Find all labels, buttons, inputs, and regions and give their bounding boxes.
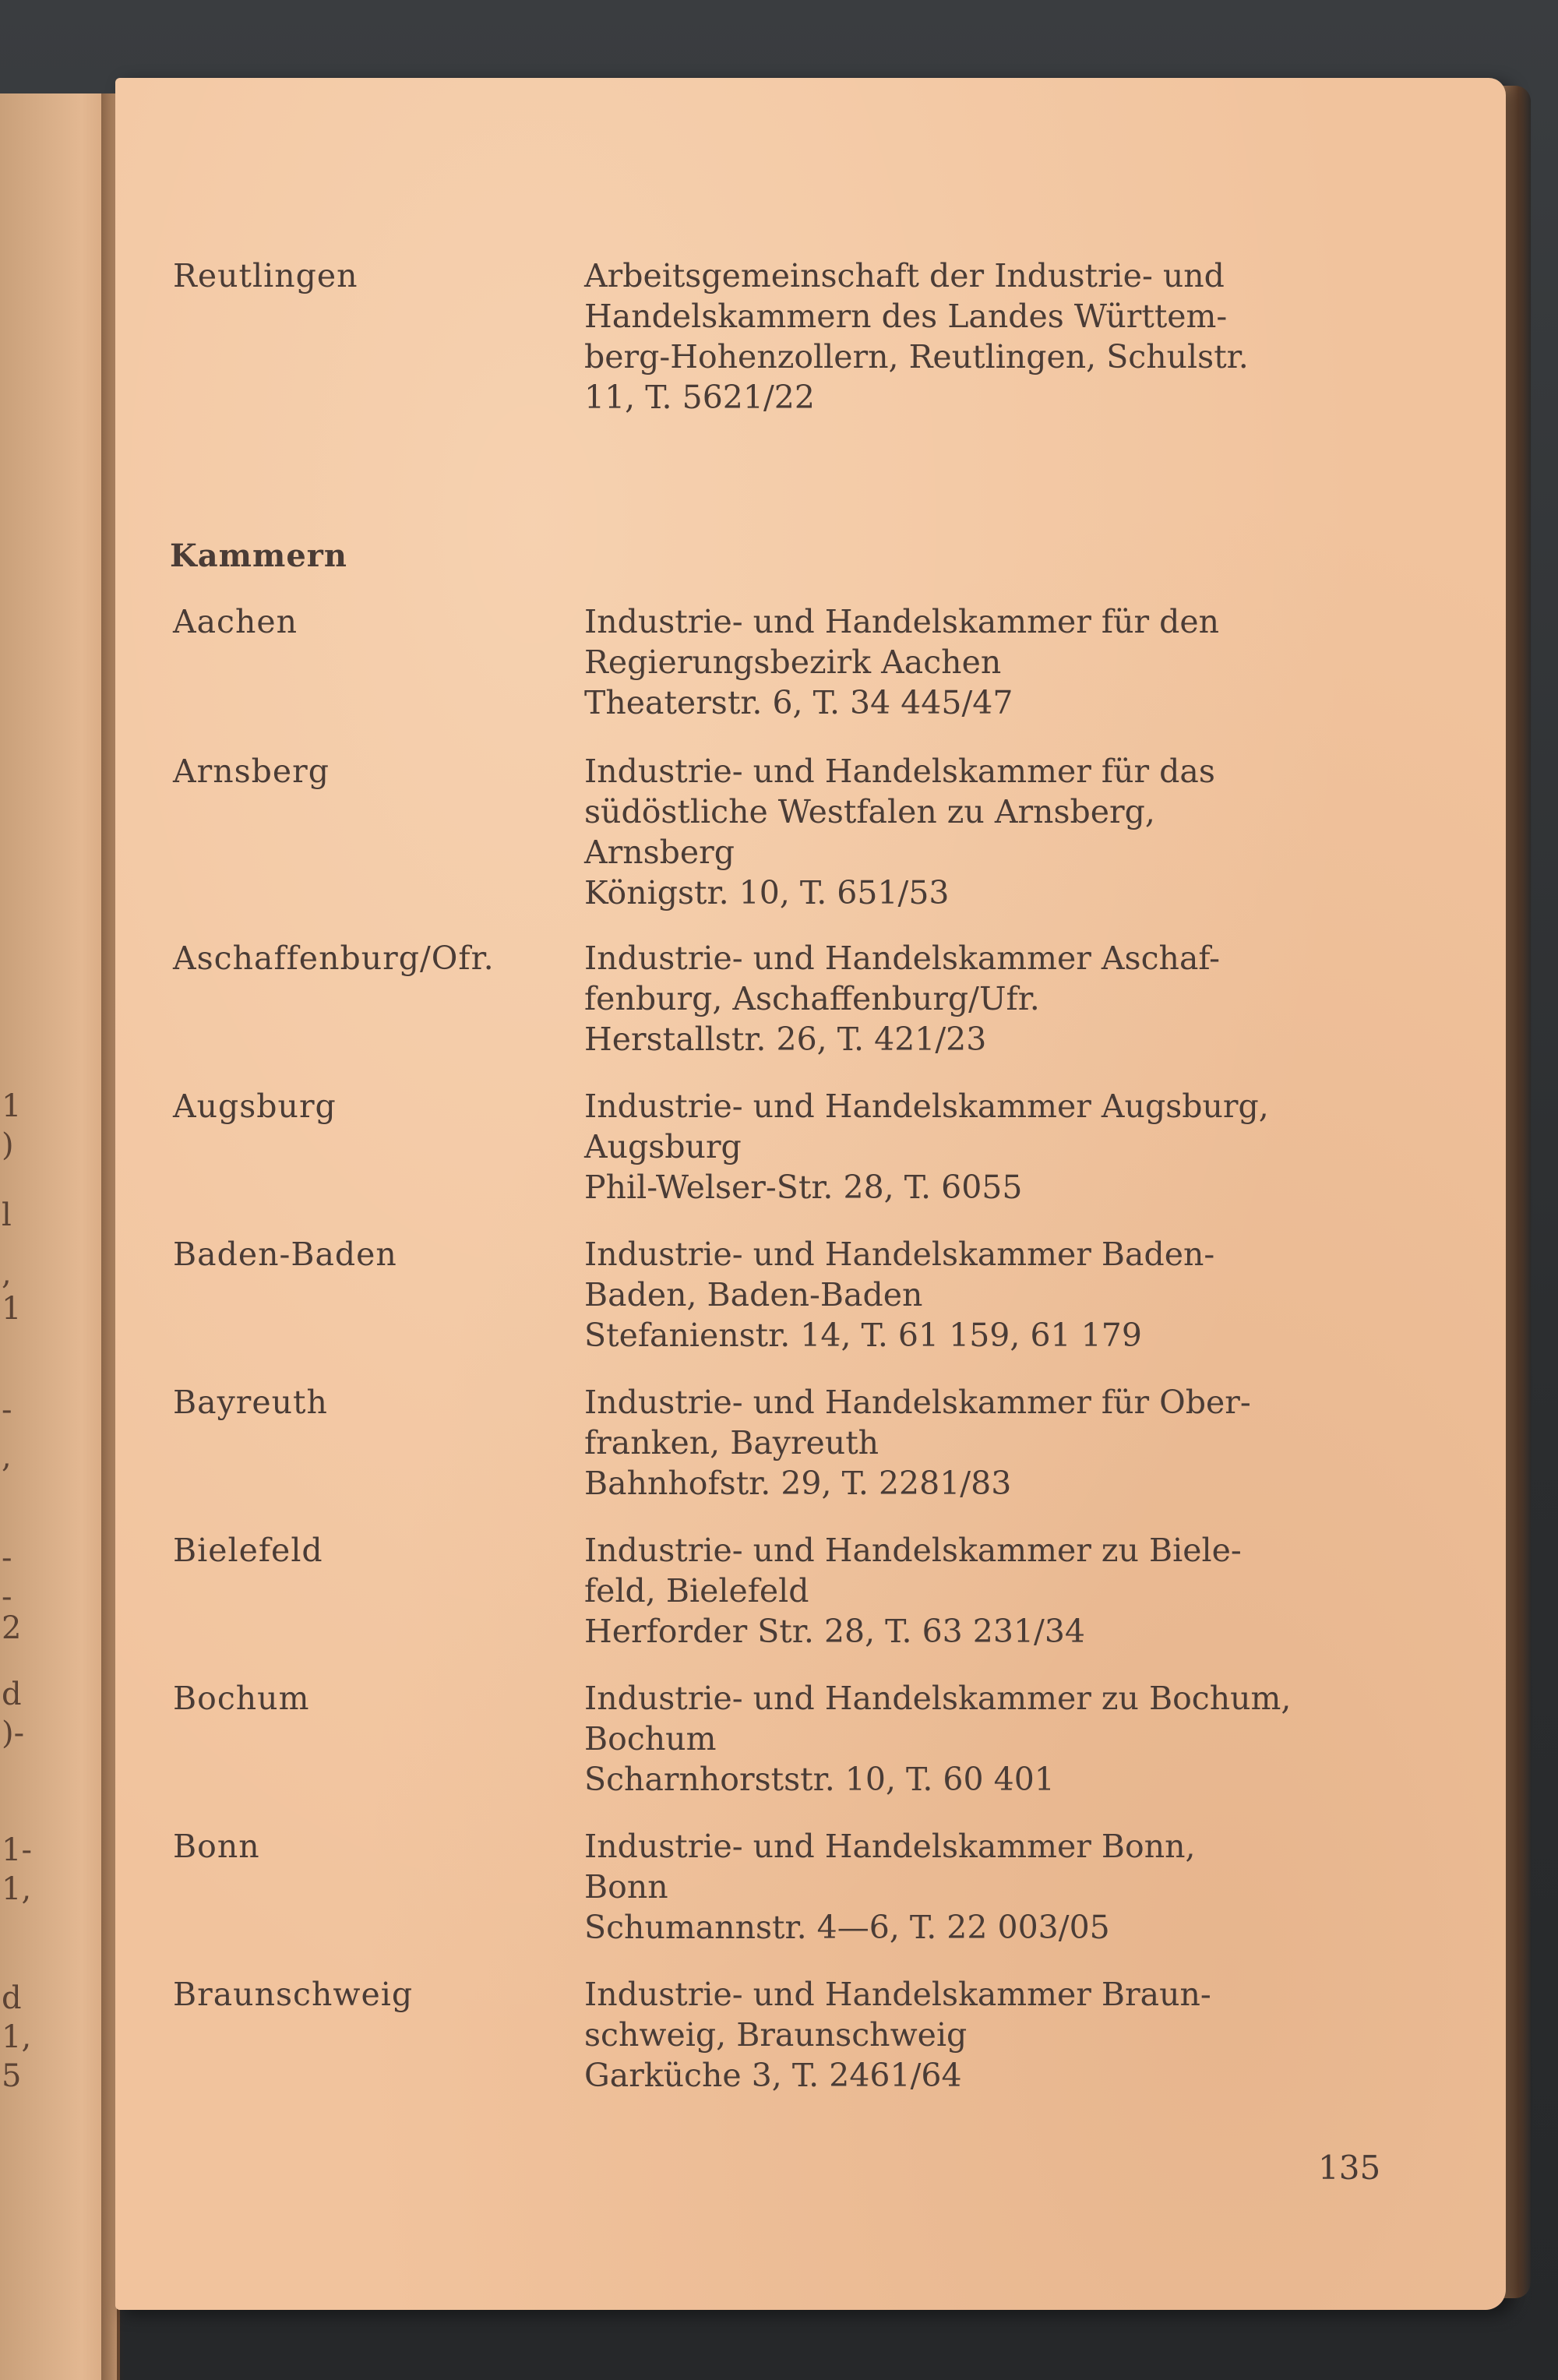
facing-page-fragment: 2 <box>2 1610 22 1646</box>
chamber-details <box>584 751 1363 913</box>
chamber-line: Industrie- und Handelskammer Baden- <box>584 1236 1215 1273</box>
chamber-line: Industrie- und Handelskammer für das <box>584 753 1215 790</box>
facing-page-fragment: - <box>2 1540 12 1576</box>
chamber-city: Bayreuth <box>173 1384 328 1421</box>
entry-details <box>584 256 1357 418</box>
chamber-city: Bielefeld <box>173 1532 323 1569</box>
chamber-line: Industrie- und Handelskammer Braun- <box>584 1976 1211 2013</box>
entry-line: berg-Hohenzollern, Reutlingen, Schulstr. <box>584 338 1249 376</box>
chamber-details <box>584 601 1363 723</box>
facing-page-fragment: ) <box>2 1127 14 1163</box>
facing-page-fragment: 5 <box>2 2058 22 2094</box>
chamber-details <box>584 1382 1363 1504</box>
chamber-city: Bochum <box>173 1680 310 1717</box>
chamber-line: Baden, Baden-Baden <box>584 1276 923 1313</box>
facing-page-fragment: d <box>2 1980 22 2016</box>
chamber-line: Herforder Str. 28, T. 63 231/34 <box>584 1613 1086 1650</box>
chamber-details <box>584 938 1363 1060</box>
chamber-city: Aachen <box>173 603 298 640</box>
chamber-line: feld, Bielefeld <box>584 1572 809 1610</box>
chamber-entry <box>173 1826 1373 1948</box>
section-heading: Kammern <box>170 538 347 574</box>
chamber-entry <box>173 1974 1373 2096</box>
entry-city: Reutlingen <box>173 257 358 294</box>
chamber-line: Garküche 3, T. 2461/64 <box>584 2057 962 2094</box>
chamber-entry <box>173 601 1373 723</box>
chamber-line: Theaterstr. 6, T. 34 445/47 <box>584 684 1013 721</box>
chamber-entry <box>173 1086 1373 1208</box>
chamber-details <box>584 1974 1363 2096</box>
entry-row <box>173 256 1357 418</box>
chamber-details <box>584 1530 1363 1652</box>
facing-page-fragment: , <box>2 1256 12 1292</box>
chamber-line: Industrie- und Handelskammer Aschaf- <box>584 940 1220 977</box>
chamber-line: Augsburg <box>584 1128 742 1165</box>
chamber-city: Baden-Baden <box>173 1236 397 1273</box>
chamber-line: franken, Bayreuth <box>584 1424 879 1461</box>
chamber-line: Industrie- und Handelskammer Augsburg, <box>584 1088 1269 1125</box>
chamber-line: Industrie- und Handelskammer für Ober- <box>584 1384 1251 1421</box>
facing-page-fragment: 1, <box>2 2019 32 2055</box>
chamber-entry <box>173 751 1373 913</box>
chamber-details <box>584 1826 1363 1948</box>
lead-entry <box>173 256 1357 418</box>
facing-page-fragment: 1, <box>2 1871 32 1907</box>
chamber-city: Bonn <box>173 1828 260 1865</box>
chamber-line: Industrie- und Handelskammer Bonn, <box>584 1828 1196 1865</box>
entry-line: Handelskammern des Landes Württem- <box>584 298 1228 335</box>
chamber-entry <box>173 1382 1373 1504</box>
entry-line: 11, T. 5621/22 <box>584 379 815 416</box>
facing-page-fragment: d <box>2 1677 22 1712</box>
entry-line: Arbeitsgemeinschaft der Industrie- und <box>584 257 1225 294</box>
facing-page-fragment: 1 <box>2 1291 22 1327</box>
chamber-details <box>584 1086 1363 1208</box>
chamber-line: Königstr. 10, T. 651/53 <box>584 874 950 911</box>
chamber-line: Bonn <box>584 1868 668 1906</box>
facing-page-fragment: )- <box>2 1715 25 1751</box>
chamber-entry <box>173 1678 1373 1800</box>
chamber-city: Augsburg <box>173 1088 337 1125</box>
chamber-city: Aschaffenburg/Ofr. <box>173 940 495 977</box>
facing-page-fragment: 1 <box>2 1088 22 1124</box>
chamber-line: Industrie- und Handelskammer zu Biele- <box>584 1532 1242 1569</box>
chamber-line: Regierungsbezirk Aachen <box>584 643 1002 681</box>
chamber-line: schweig, Braunschweig <box>584 2016 968 2054</box>
chamber-line: südöstliche Westfalen zu Arnsberg, <box>584 793 1155 830</box>
facing-page-fragment: 1- <box>2 1832 32 1868</box>
facing-page-fragment: - <box>2 1579 12 1615</box>
chamber-line: Bochum <box>584 1720 717 1758</box>
chamber-line: Arnsberg <box>584 834 735 871</box>
chamber-line: Industrie- und Handelskammer für den <box>584 603 1220 640</box>
facing-page-fragment: l <box>2 1197 12 1233</box>
facing-page-fragment: , <box>2 1439 12 1475</box>
chamber-line: Schumannstr. 4—6, T. 22 003/05 <box>584 1909 1110 1946</box>
page-number: 135 <box>1318 2149 1381 2187</box>
chamber-line: fenburg, Aschaffenburg/Ufr. <box>584 980 1040 1017</box>
chamber-entry <box>173 1234 1373 1356</box>
chamber-line: Herstallstr. 26, T. 421/23 <box>584 1021 987 1058</box>
chamber-entry <box>173 1530 1373 1652</box>
chamber-line: Bahnhofstr. 29, T. 2281/83 <box>584 1465 1012 1502</box>
chamber-city: Braunschweig <box>173 1976 414 2013</box>
chamber-line: Stefanienstr. 14, T. 61 159, 61 179 <box>584 1317 1142 1354</box>
chamber-details <box>584 1678 1363 1800</box>
facing-page-fragment: - <box>2 1392 12 1428</box>
chamber-line: Industrie- und Handelskammer zu Bochum, <box>584 1680 1292 1717</box>
chamber-line: Scharnhorststr. 10, T. 60 401 <box>584 1761 1055 1798</box>
chamber-details <box>584 1234 1363 1356</box>
chamber-line: Phil-Welser-Str. 28, T. 6055 <box>584 1169 1023 1206</box>
chamber-entry <box>173 938 1373 1060</box>
chamber-city: Arnsberg <box>173 753 330 790</box>
